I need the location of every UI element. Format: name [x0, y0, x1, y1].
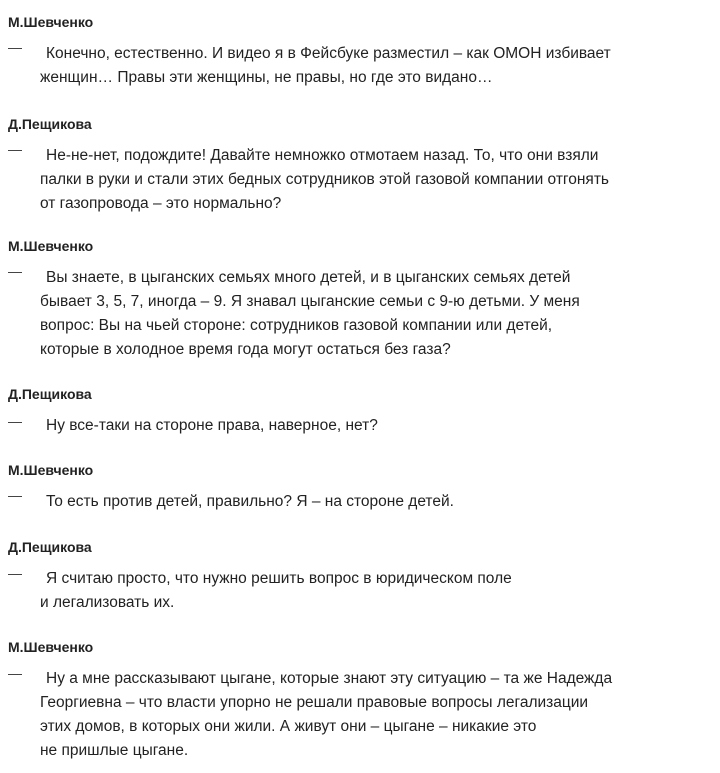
utterance-line: которые в холодное время года могут остаться без газа? — [40, 341, 451, 358]
utterance-line: Не-не-нет, подождите! Давайте немножко отмотаем назад. То, что они взяли — [46, 147, 599, 164]
utterance-line: бывает 3, 5, 7, иногда – 9. Я знавал цыганские семьи с 9-ю детьми. У меня — [40, 293, 580, 310]
utterance-line: этих домов, в которых они жили. А живут они – цыгане – никакие это — [40, 718, 537, 735]
utterance-line: женщин… Правы эти женщины, не правы, но где это видано… — [40, 69, 493, 86]
utterance-line: Ну все-таки на стороне права, наверное, нет? — [46, 417, 378, 434]
utterance-line: и легализовать их. — [40, 594, 175, 611]
utterance-line: Я считаю просто, что нужно решить вопрос в юридическом поле — [46, 570, 512, 587]
utterance-line: от газопровода – это нормально? — [40, 195, 282, 212]
speaker-name: Д.Пещикова — [8, 386, 92, 402]
dash-mark — [8, 496, 22, 497]
speaker-name: М.Шевченко — [8, 462, 94, 478]
dash-mark — [8, 574, 22, 575]
utterance-line: Ну а мне рассказывают цыгане, которые знают эту ситуацию – та же Надежда — [46, 670, 613, 687]
dash-mark — [8, 272, 22, 273]
utterance-line: вопрос: Вы на чьей стороне: сотрудников газовой компании или детей, — [40, 317, 553, 334]
utterance-line: палки в руки и стали этих бедных сотрудников этой газовой компании отгонять — [40, 171, 609, 188]
speaker-name: Д.Пещикова — [8, 539, 92, 555]
utterance-line: Конечно, естественно. И видео я в Фейсбуке разместил – как ОМОН избивает — [46, 45, 611, 62]
speaker-name: М.Шевченко — [8, 238, 94, 254]
utterance-line: Вы знаете, в цыганских семьях много детей, и в цыганских семьях детей — [46, 269, 571, 286]
speaker-name: М.Шевченко — [8, 14, 94, 30]
utterance-line: не пришлые цыгане. — [40, 742, 189, 759]
utterance-line: Георгиевна – что власти упорно не решали правовые вопросы легализации — [40, 694, 589, 711]
speaker-name: М.Шевченко — [8, 639, 94, 655]
utterance-line: То есть против детей, правильно? Я – на стороне детей. — [46, 493, 454, 510]
dash-mark — [8, 422, 22, 423]
dash-mark — [8, 674, 22, 675]
dash-mark — [8, 48, 22, 49]
speaker-name: Д.Пещикова — [8, 116, 92, 132]
dash-mark — [8, 150, 22, 151]
